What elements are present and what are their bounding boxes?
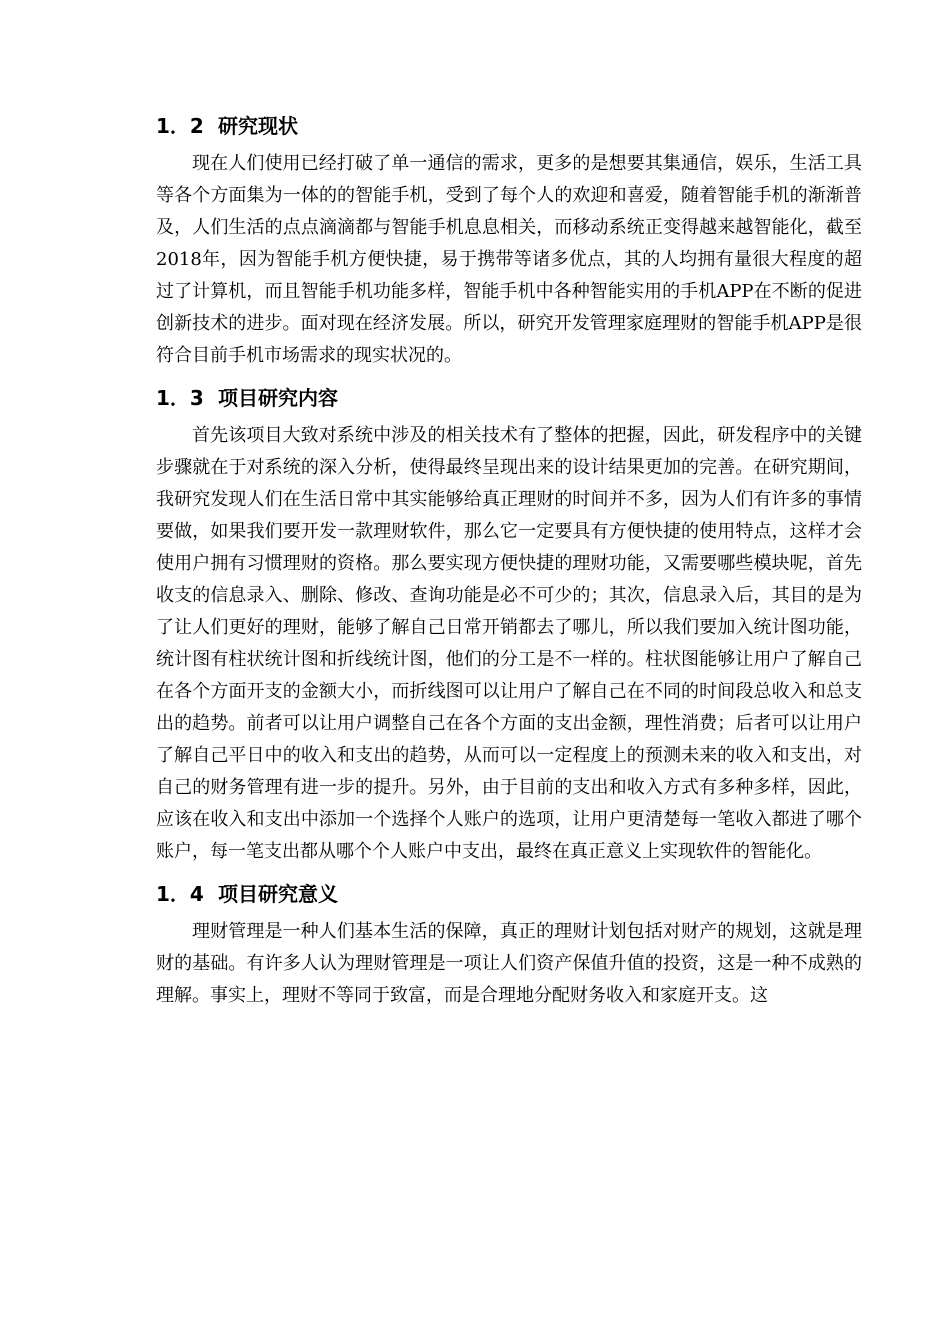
section-paragraph: 理财管理是一种人们基本生活的保障，真正的理财计划包括对财产的规划，这就是理财的基础。有许多人认为理财管理是一项让人们资产保值升值的投资，这是一种不成熟的理解。事实上，理财不等同于致富，而是合理地分配财务收入和家庭开支。这 (156, 921, 862, 1006)
section-research-status (156, 108, 862, 372)
section-paragraph: 首先该项目大致对系统中涉及的相关技术有了整体的把握，因此，研发程序中的关键步骤就在于对系统的深入分析，使得最终呈现出来的设计结果更加的完善。在研究期间，我研究发现人们在生活日常中其实能够给真正理财的时间并不多，因为人们有许多的事情要做，如果我们要开发一款理财软件，那么它一定要具有方便快捷的使用特点，这样才会使用户拥有习惯理财的资格。那么要实现方便快捷的理财功能，又需要哪些模块呢，首先收支的信息录入、删除、修改、查询功能是必不可少的；其次，信息录入后，其目的是为了让人们更好的理财，能够了解自己日常开销都去了哪儿，所以我们要加入统计图功能，统计图有柱状统计图和折线统计图，他们的分工是不一样的。柱状图能够让用户了解自己在各个方面开支的金额大小，而折线图可以让用户了解自己在不同的时间段总收入和总支出的趋势。前者可以让用户调整自己在各个方面的支出金额，理性消费；后者可以让用户了解自己平日中的收入和支出的趋势，从而可以一定程度上的预测未来的收入和支出，对自己的财务管理有进一步的提升。另外，由于目前的支出和收入方式有多种多样，因此，应该在收入和支出中添加一个选择个人账户的选项，让用户更清楚每一笔收入都进了哪个账户，每一笔支出都从哪个个人账户中支出，最终在真正意义上实现软件的智能化。 (156, 425, 862, 862)
section-heading (156, 876, 862, 912)
document-page (156, 108, 862, 1020)
section-number: 1．3 (156, 386, 204, 410)
section-paragraph: 现在人们使用已经打破了单一通信的需求，更多的是想要其集通信，娱乐，生活工具等各个方面集为一体的的智能手机，受到了每个人的欢迎和喜爱，随着智能手机的渐渐普及，人们生活的点点滴滴都与智能手机息息相关，而移动系统正变得越来越智能化，截至2018年，因为智能手机方便快捷，易于携带等诸多优点，其的人均拥有量很大程度的超过了计算机，而且智能手机功能多样，智能手机中各种智能实用的手机APP在不断的促进创新技术的进步。面对现在经济发展。所以，研究开发管理家庭理财的智能手机APP是很符合目前手机市场需求的现实状况的。 (156, 153, 862, 366)
section-title: 项目研究意义 (218, 882, 338, 906)
section-heading (156, 380, 862, 416)
section-number: 1．4 (156, 882, 204, 906)
section-project-significance (156, 876, 862, 1012)
section-title: 项目研究内容 (218, 386, 338, 410)
section-project-content (156, 380, 862, 868)
section-number: 1．2 (156, 114, 204, 138)
section-title: 研究现状 (218, 114, 298, 138)
section-heading (156, 108, 862, 144)
